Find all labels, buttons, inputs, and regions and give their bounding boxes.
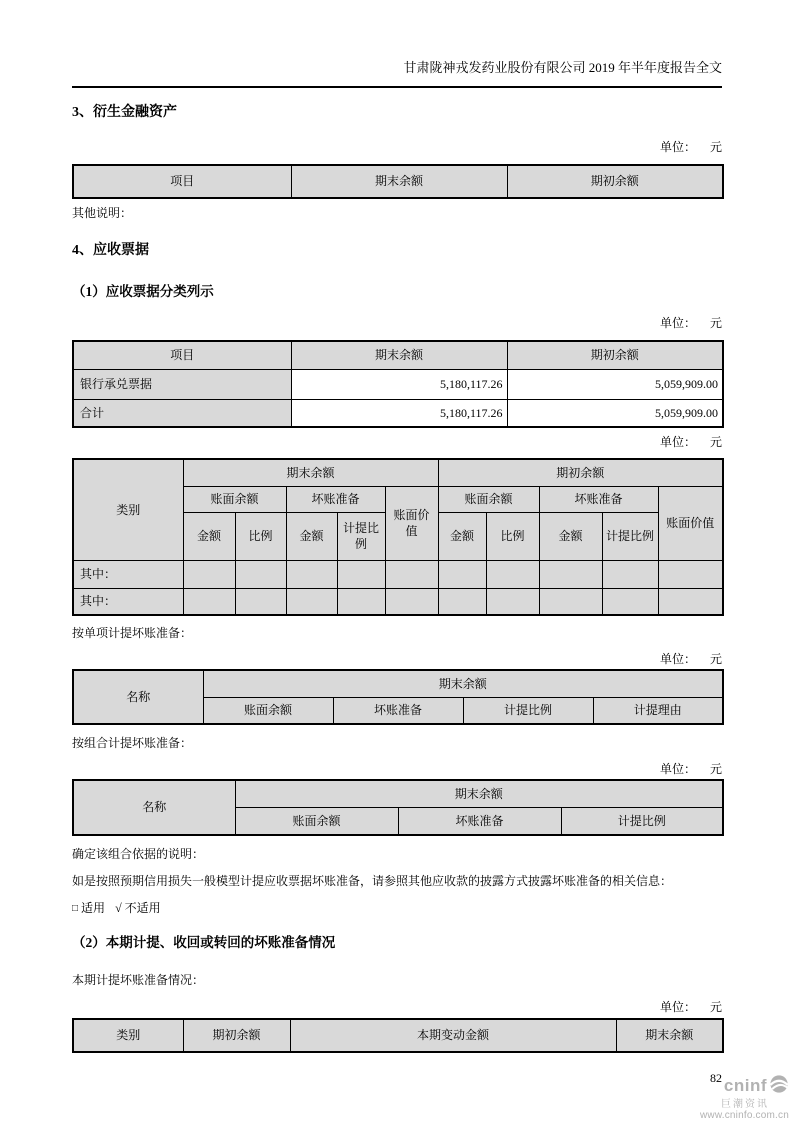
page-number: 82 (710, 1071, 722, 1085)
section-4-2-heading: （2）本期计提、收回或转回的坏账准备情况 (72, 935, 336, 950)
unit-label: 单位： (659, 140, 696, 154)
section-4-1-heading: （1）应收票据分类列示 (72, 284, 214, 299)
unit-value: 元 (709, 1000, 722, 1014)
provision-ratio-header-cell: 计提比例 (337, 512, 385, 560)
header-cell: 类别 (73, 1019, 183, 1052)
applicable-line (72, 900, 722, 918)
check-icon: √ (115, 901, 122, 915)
unit-label: 单位： (659, 762, 696, 776)
by-group-provision-table (72, 779, 724, 836)
table-row (73, 560, 723, 588)
empty-cell (602, 588, 658, 615)
book-value-header-cell: 账面价值 (658, 486, 723, 560)
provision-change-table (72, 1018, 724, 1053)
by-group-note: 按组合计提坏账准备： (72, 736, 193, 750)
provision-ratio-header-cell: 计提比例 (602, 512, 658, 560)
end-balance-group-cell: 期末余额 (183, 459, 438, 486)
unit-line (72, 315, 722, 331)
book-balance-header-cell: 账面余额 (183, 486, 286, 512)
empty-cell (486, 588, 539, 615)
empty-cell (486, 560, 539, 588)
header-rule (72, 86, 722, 88)
row-label-cell: 银行承兑票据 (73, 369, 291, 399)
header-cell: 坏账准备 (398, 807, 561, 835)
row-label-cell: 其中： (73, 588, 183, 615)
header-cell: 项目 (73, 165, 291, 198)
unit-value: 元 (709, 652, 722, 666)
end-balance-cell: 5,180,117.26 (291, 369, 507, 399)
header-cell: 计提比例 (463, 697, 593, 724)
ecl-note: 如是按照预期信用损失一般模型计提应收票据坏账准备，请参照其他应收款的披露方式披露坏账准备的相关信息： (72, 874, 673, 888)
notes-classification-table (72, 340, 724, 428)
header-cell: 计提比例 (561, 807, 723, 835)
bad-debt-matrix-table (72, 458, 724, 616)
unit-label: 单位： (659, 1000, 696, 1014)
empty-cell (385, 588, 438, 615)
section-3-heading: 3、衍生金融资产 (72, 105, 177, 120)
header-cell: 账面余额 (235, 807, 398, 835)
by-item-provision-table (72, 669, 724, 725)
empty-cell (183, 588, 235, 615)
unit-label: 单位： (659, 652, 696, 666)
swirl-icon (769, 1074, 789, 1099)
header-cell: 账面余额 (203, 697, 333, 724)
end-balance-group-cell: 期末余额 (235, 780, 723, 807)
unit-line (72, 139, 722, 155)
unit-value: 元 (709, 435, 722, 449)
header-cell: 期初余额 (507, 341, 723, 369)
amount-header-cell: 金额 (539, 512, 602, 560)
empty-cell (438, 560, 486, 588)
row-label-cell: 合计 (73, 399, 291, 427)
empty-cell (602, 560, 658, 588)
table-row (73, 588, 723, 615)
header-cell: 本期变动金额 (290, 1019, 616, 1052)
provision-note: 本期计提坏账准备情况： (72, 973, 205, 987)
amount-header-cell: 金额 (183, 512, 235, 560)
name-header-cell: 名称 (73, 780, 235, 835)
ratio-header-cell: 比例 (235, 512, 286, 560)
empty-cell (385, 560, 438, 588)
table-row (73, 369, 723, 399)
row-label-cell: 其中： (73, 560, 183, 588)
begin-balance-group-cell: 期初余额 (438, 459, 723, 486)
derivative-assets-table (72, 164, 724, 199)
empty-cell (235, 588, 286, 615)
begin-balance-cell: 5,059,909.00 (507, 399, 723, 427)
header-cell: 计提理由 (593, 697, 723, 724)
other-note: 其他说明： (72, 206, 133, 220)
empty-cell (286, 560, 337, 588)
book-value-header-cell: 账面价值 (385, 486, 438, 560)
begin-balance-cell: 5,059,909.00 (507, 369, 723, 399)
end-balance-group-cell: 期末余额 (203, 670, 723, 697)
page-header-title: 甘肃陇神戎发药业股份有限公司 2019 年半年度报告全文 (403, 60, 722, 75)
unit-label: 单位： (659, 316, 696, 330)
section-4-heading: 4、应收票据 (72, 243, 149, 258)
checkbox-unchecked-icon: □ (72, 903, 79, 914)
cninfo-logo (669, 1074, 789, 1121)
empty-cell (337, 588, 385, 615)
not-applicable-label: 不适用 (124, 901, 161, 915)
header-cell: 期初余额 (507, 165, 723, 198)
empty-cell (539, 588, 602, 615)
header-cell: 期末余额 (291, 165, 507, 198)
unit-line (72, 651, 722, 667)
bad-debt-header-cell: 坏账准备 (539, 486, 658, 512)
unit-value: 元 (709, 316, 722, 330)
unit-line (72, 761, 722, 777)
bad-debt-header-cell: 坏账准备 (286, 486, 385, 512)
empty-cell (438, 588, 486, 615)
unit-line (72, 434, 722, 450)
empty-cell (183, 560, 235, 588)
header-cell: 期初余额 (183, 1019, 290, 1052)
applicable-label: 适用 (81, 901, 106, 915)
unit-label: 单位： (659, 435, 696, 449)
cninfo-url: www.cninfo.com.cn (700, 1109, 789, 1121)
book-balance-header-cell: 账面余额 (438, 486, 539, 512)
header-cell: 坏账准备 (333, 697, 463, 724)
empty-cell (286, 588, 337, 615)
by-item-note: 按单项计提坏账准备： (72, 626, 193, 640)
unit-line (72, 999, 722, 1015)
category-header-cell: 类别 (73, 459, 183, 560)
amount-header-cell: 金额 (438, 512, 486, 560)
empty-cell (658, 588, 723, 615)
header-cell: 期末余额 (291, 341, 507, 369)
group-basis-note: 确定该组合依据的说明： (72, 847, 205, 861)
name-header-cell: 名称 (73, 670, 203, 724)
cninfo-logo-text: cninf (723, 1075, 767, 1095)
header-cell: 项目 (73, 341, 291, 369)
empty-cell (235, 560, 286, 588)
amount-header-cell: 金额 (286, 512, 337, 560)
unit-value: 元 (709, 762, 722, 776)
header-cell: 期末余额 (616, 1019, 723, 1052)
empty-cell (337, 560, 385, 588)
ratio-header-cell: 比例 (486, 512, 539, 560)
table-row (73, 399, 723, 427)
empty-cell (658, 560, 723, 588)
cninfo-logo-chinese: 巨潮资讯 (721, 1098, 769, 1110)
unit-value: 元 (709, 140, 722, 154)
end-balance-cell: 5,180,117.26 (291, 399, 507, 427)
empty-cell (539, 560, 602, 588)
